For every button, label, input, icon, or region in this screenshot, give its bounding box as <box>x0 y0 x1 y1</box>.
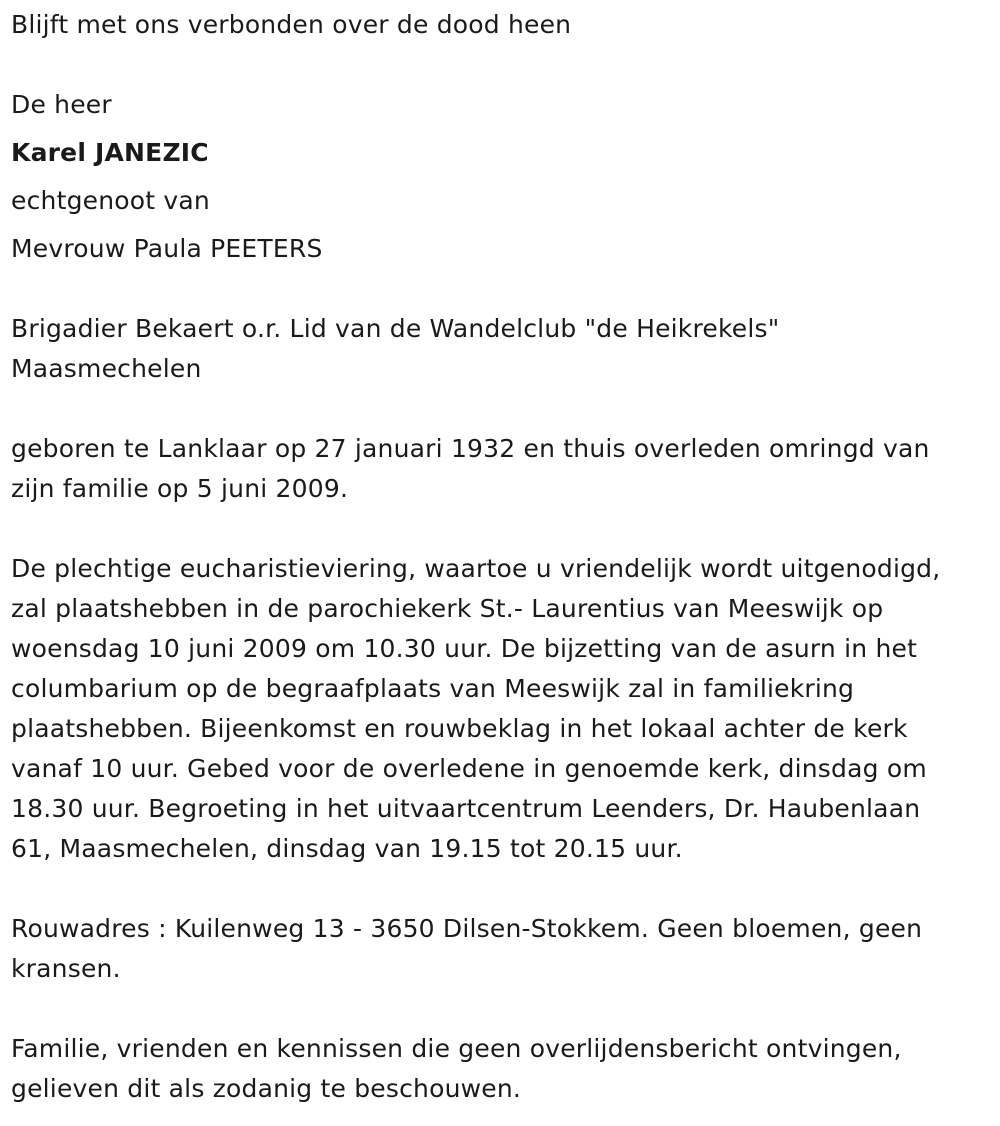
affiliation-line-1: Brigadier Bekaert o.r. Lid van de Wandelclub "de Heikrekels" <box>11 314 780 343</box>
ceremony-line-3: woensdag 10 juni 2009 om 10.30 uur. De bijzetting van de asurn in het <box>11 634 918 663</box>
ceremony-line-1: De plechtige eucharistieviering, waartoe u vriendelijk wordt uitgenodigd, <box>11 554 941 583</box>
motto-text: Blijft met ons verbonden over de dood heen <box>11 10 572 39</box>
address-line-2: kransen. <box>11 954 121 983</box>
ceremony-line-7: 18.30 uur. Begroeting in het uitvaartcentrum Leenders, Dr. Haubenlaan <box>11 794 921 823</box>
ceremony-line-6: vanaf 10 uur. Gebed voor de overledene in genoemde kerk, dinsdag om <box>11 754 927 783</box>
address-line-1: Rouwadres : Kuilenweg 13 - 3650 Dilsen-Stokkem. Geen bloemen, geen <box>11 914 923 943</box>
closing-line-2: gelieven dit als zodanig te beschouwen. <box>11 1074 522 1103</box>
deceased-name: Karel JANEZIC <box>11 138 209 167</box>
affiliation-line-2: Maasmechelen <box>11 354 202 383</box>
ceremony-line-4: columbarium op de begraafplaats van Meeswijk zal in familiekring <box>11 674 855 703</box>
ceremony-line-8: 61, Maasmechelen, dinsdag van 19.15 tot 20.15 uur. <box>11 834 683 863</box>
birth-death-line-1: geboren te Lanklaar op 27 januari 1932 en thuis overleden omringd van <box>11 434 930 463</box>
salutation-text: De heer <box>11 90 112 119</box>
ceremony-line-2: zal plaatshebben in de parochiekerk St.- Laurentius van Meeswijk op <box>11 594 884 623</box>
birth-death-line-2: zijn familie op 5 juni 2009. <box>11 474 349 503</box>
spouse-name: Mevrouw Paula PEETERS <box>11 234 323 263</box>
relation-text: echtgenoot van <box>11 186 210 215</box>
closing-line-1: Familie, vrienden en kennissen die geen overlijdensbericht ontvingen, <box>11 1034 902 1063</box>
ceremony-line-5: plaatshebben. Bijeenkomst en rouwbeklag in het lokaal achter de kerk <box>11 714 908 743</box>
